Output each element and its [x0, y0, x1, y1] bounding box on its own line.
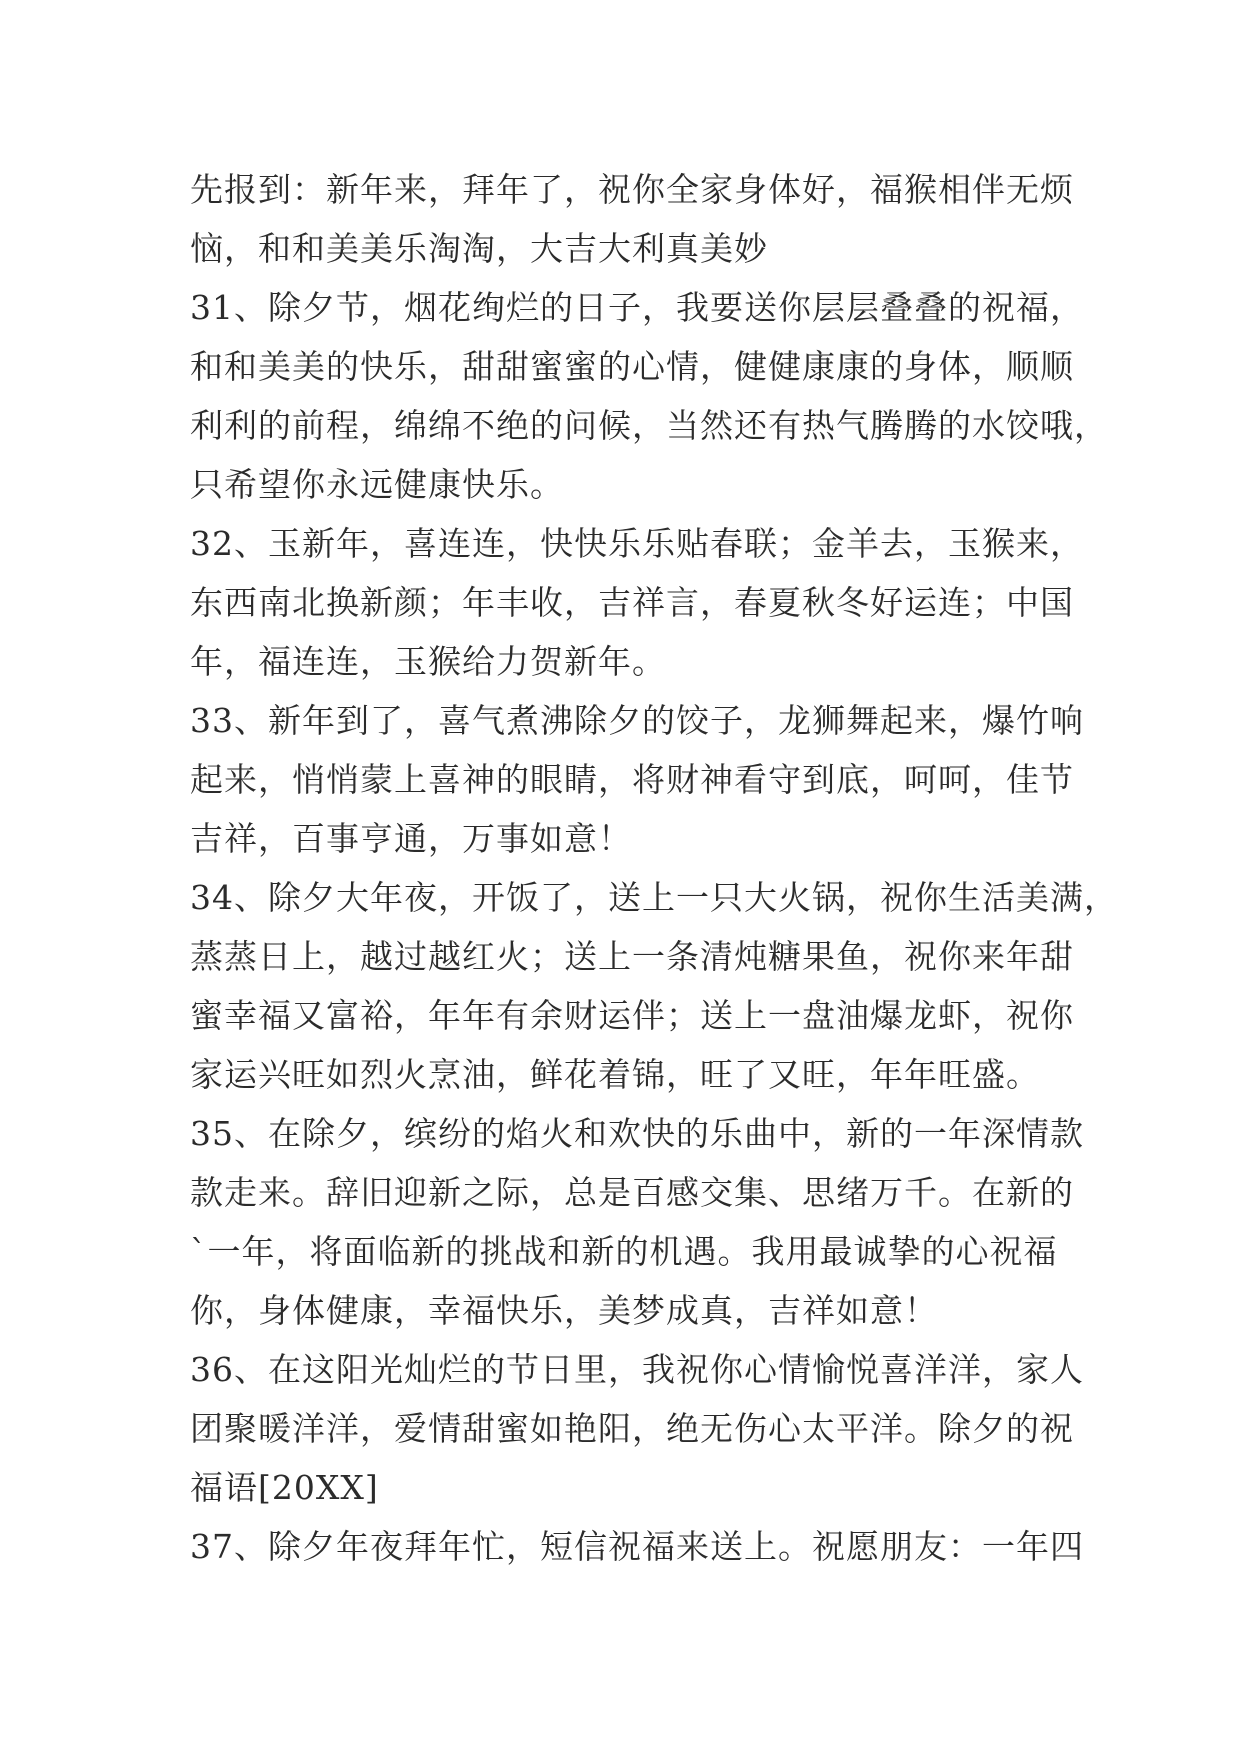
text-line: 和和美美的快乐，甜甜蜜蜜的心情，健健康康的身体，顺顺 [190, 347, 1074, 386]
text-line: 你，身体健康，幸福快乐，美梦成真，吉祥如意！ [190, 1291, 938, 1330]
text-line: 35、在除夕，缤纷的焰火和欢快的乐曲中，新的一年深情款 [190, 1114, 1084, 1153]
text-line: 利利的前程，绵绵不绝的问候，当然还有热气腾腾的水饺哦， [190, 406, 1108, 445]
text-line: 起来，悄悄蒙上喜神的眼睛，将财神看守到底，呵呵，佳节 [190, 760, 1074, 799]
text-line: 蒸蒸日上，越过越红火；送上一条清炖糖果鱼，祝你来年甜 [190, 937, 1074, 976]
text-line: 33、新年到了，喜气煮沸除夕的饺子，龙狮舞起来，爆竹响 [190, 701, 1084, 740]
text-line: 先报到：新年来，拜年了，祝你全家身体好，福猴相伴无烦 [190, 170, 1074, 209]
text-line: 福语[20XX] [190, 1468, 379, 1507]
text-line: 蜜幸福又富裕，年年有余财运伴；送上一盘油爆龙虾，祝你 [190, 996, 1074, 1035]
document-body [190, 160, 1118, 1576]
text-line: `一年，将面临新的挑战和新的机遇。我用最诚挚的心祝福 [190, 1232, 1058, 1271]
text-line: 只希望你永远健康快乐。 [190, 465, 564, 504]
text-line: 37、除夕年夜拜年忙，短信祝福来送上。祝愿朋友：一年四 [190, 1527, 1084, 1566]
text-line: 吉祥，百事亨通，万事如意！ [190, 819, 632, 858]
text-line: 31、除夕节，烟花绚烂的日子，我要送你层层叠叠的祝福， [190, 288, 1084, 327]
text-line: 34、除夕大年夜，开饭了，送上一只大火锅，祝你生活美满， [190, 878, 1118, 917]
text-line: 36、在这阳光灿烂的节日里，我祝你心情愉悦喜洋洋，家人 [190, 1350, 1084, 1389]
text-line: 团聚暖洋洋，爱情甜蜜如艳阳，绝无伤心太平洋。除夕的祝 [190, 1409, 1074, 1448]
text-line: 32、玉新年，喜连连，快快乐乐贴春联；金羊去，玉猴来， [190, 524, 1084, 563]
text-line: 东西南北换新颜；年丰收，吉祥言，春夏秋冬好运连；中国 [190, 583, 1074, 622]
text-line: 家运兴旺如烈火烹油，鲜花着锦，旺了又旺，年年旺盛。 [190, 1055, 1040, 1094]
text-line: 款走来。辞旧迎新之际，总是百感交集、思绪万千。在新的 [190, 1173, 1074, 1212]
text-line: 恼，和和美美乐淘淘，大吉大利真美妙 [190, 229, 768, 268]
text-line: 年，福连连，玉猴给力贺新年。 [190, 642, 666, 681]
